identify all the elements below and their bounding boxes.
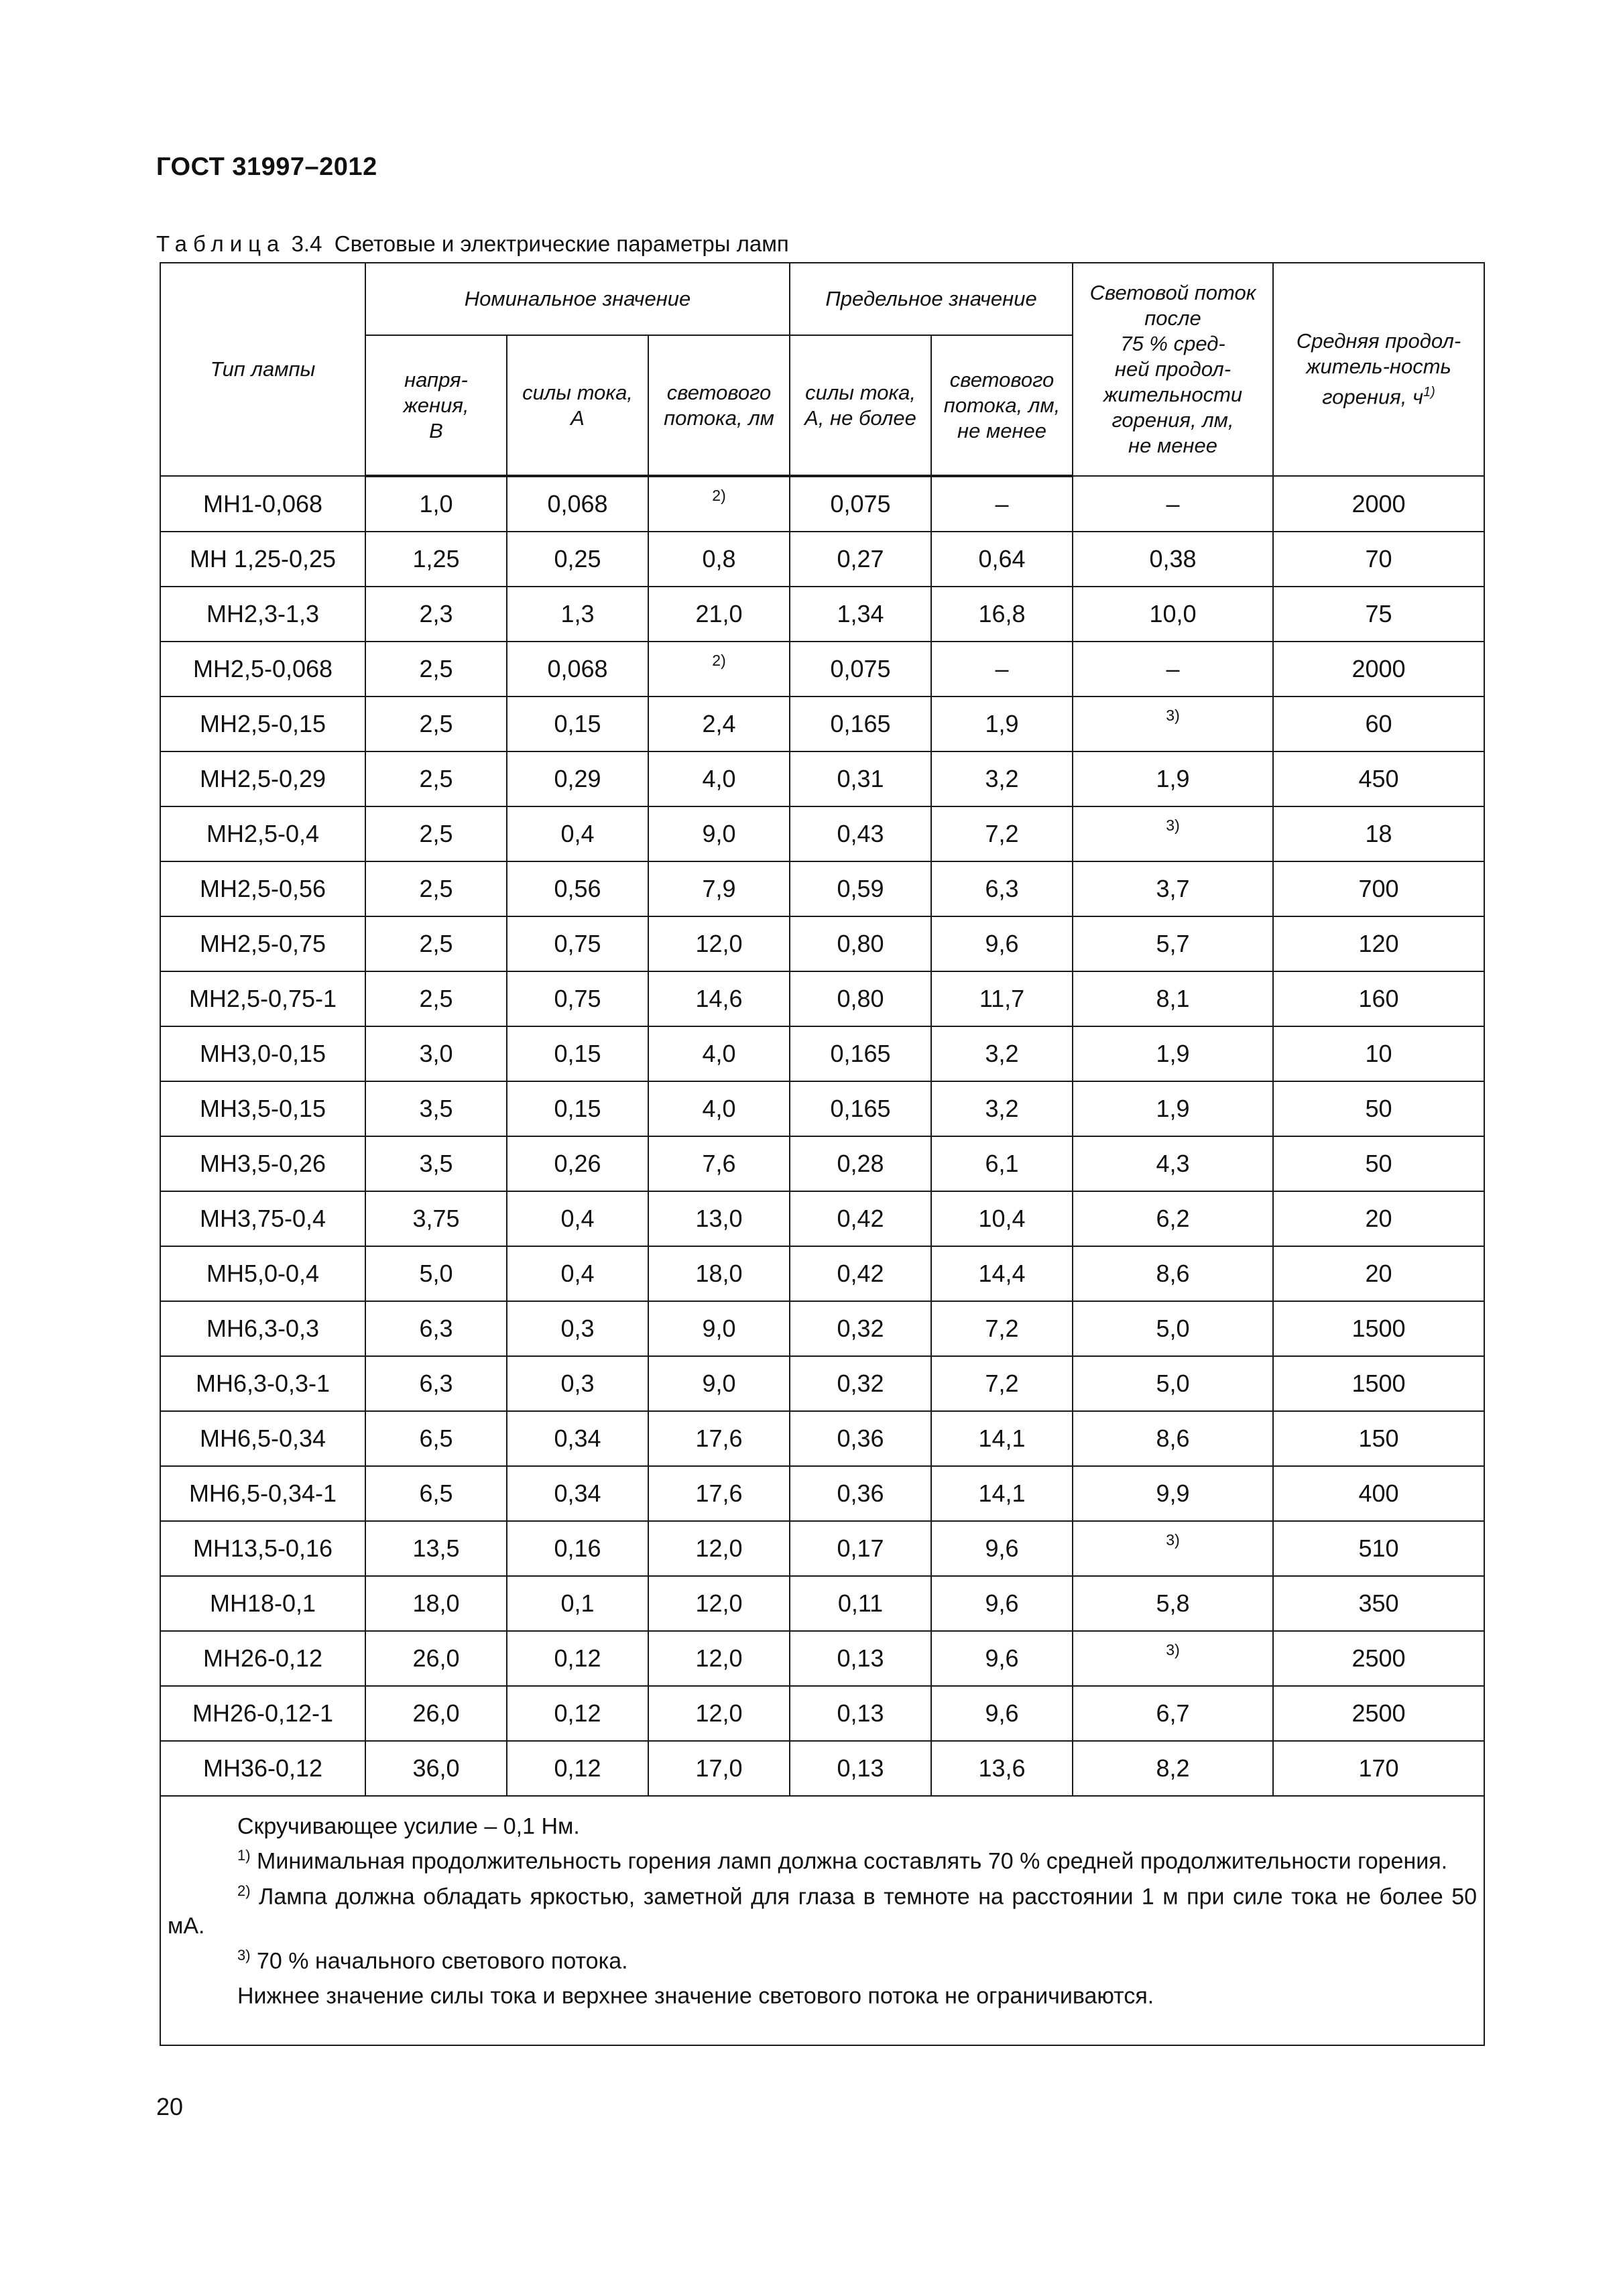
cell-voltage: 13,5: [365, 1521, 507, 1576]
cell-flux-after: 9,9: [1073, 1466, 1273, 1521]
cell-limit-current: 0,36: [790, 1411, 931, 1466]
cell-flux: 9,0: [648, 806, 790, 861]
column-group-nominal: Номинальное значение: [365, 263, 790, 335]
cell-life: 60: [1273, 697, 1484, 751]
cell-flux-after: 0,38: [1073, 532, 1273, 587]
cell-limit-current: 0,27: [790, 532, 931, 587]
column-header-life: Средняя продол- житель-ность горения, $ч^{1)}$: [1273, 263, 1484, 476]
cell-limit-flux: 14,1: [931, 1466, 1073, 1521]
cell-voltage: 2,5: [365, 916, 507, 971]
caption-prefix: Таблица: [156, 231, 286, 256]
cell-flux-after: –: [1073, 642, 1273, 697]
table-row: [160, 697, 1484, 751]
cell-current: 0,15: [507, 1081, 648, 1136]
cell-current: 0,75: [507, 916, 648, 971]
cell-limit-current: 0,80: [790, 971, 931, 1026]
cell-flux: 17,0: [648, 1741, 790, 1796]
cell-limit-flux: 7,2: [931, 806, 1073, 861]
cell-lamp-type: МН2,5-0,56: [160, 861, 365, 916]
cell-current: 0,4: [507, 806, 648, 861]
cell-voltage: 2,5: [365, 806, 507, 861]
cell-current: 0,12: [507, 1631, 648, 1686]
cell-life: 400: [1273, 1466, 1484, 1521]
cell-flux: 12,0: [648, 1576, 790, 1631]
cell-current: 0,068: [507, 476, 648, 532]
table-row: [160, 971, 1484, 1026]
cell-flux: [648, 476, 790, 532]
cell-limit-current: 1,34: [790, 587, 931, 642]
table-row: [160, 1081, 1484, 1136]
table-row: [160, 751, 1484, 806]
cell-voltage: 2,5: [365, 971, 507, 1026]
cell-lamp-type: МН1-0,068: [160, 476, 365, 532]
cell-lamp-type: МН13,5-0,16: [160, 1521, 365, 1576]
table-row: [160, 642, 1484, 697]
cell-limit-current: 0,32: [790, 1301, 931, 1356]
column-header-flux: светового потока, лм: [648, 335, 790, 476]
cell-life: 2000: [1273, 642, 1484, 697]
cell-flux: 13,0: [648, 1191, 790, 1246]
cell-flux: [648, 642, 790, 697]
cell-voltage: 2,5: [365, 861, 507, 916]
cell-lamp-type: МН2,5-0,15: [160, 697, 365, 751]
note-torque: Скручивающее усилие – 0,1 Нм.: [237, 1813, 580, 1839]
cell-limit-flux: 13,6: [931, 1741, 1073, 1796]
cell-flux-after: [1073, 1631, 1273, 1686]
cell-limit-flux: 3,2: [931, 1081, 1073, 1136]
table-row: [160, 916, 1484, 971]
cell-voltage: 2,3: [365, 587, 507, 642]
cell-lamp-type: МН26-0,12-1: [160, 1686, 365, 1741]
cell-current: 0,25: [507, 532, 648, 587]
cell-limit-current: 0,11: [790, 1576, 931, 1631]
cell-voltage: 3,75: [365, 1191, 507, 1246]
cell-flux: 7,9: [648, 861, 790, 916]
table-row: [160, 1631, 1484, 1686]
cell-limit-flux: 7,2: [931, 1356, 1073, 1411]
cell-limit-current: 0,075: [790, 476, 931, 532]
cell-lamp-type: МН6,3-0,3: [160, 1301, 365, 1356]
cell-flux: 12,0: [648, 1631, 790, 1686]
cell-limit-flux: 9,6: [931, 1521, 1073, 1576]
cell-voltage: 26,0: [365, 1686, 507, 1741]
note-limits: Нижнее значение силы тока и верхнее значение светового потока не ограничиваются.: [237, 1983, 1154, 2009]
cell-limit-current: 0,59: [790, 861, 931, 916]
cell-flux-after: 1,9: [1073, 1081, 1273, 1136]
cell-lamp-type: МН6,5-0,34-1: [160, 1466, 365, 1521]
page-number: 20: [156, 2093, 184, 2120]
table-row: [160, 532, 1484, 587]
cell-flux-after: 10,0: [1073, 587, 1273, 642]
cell-life: 2500: [1273, 1686, 1484, 1741]
table-caption: [156, 231, 789, 257]
cell-limit-flux: 9,6: [931, 1576, 1073, 1631]
cell-flux-after: 8,6: [1073, 1246, 1273, 1301]
cell-limit-flux: 11,7: [931, 971, 1073, 1026]
cell-flux: 4,0: [648, 1026, 790, 1081]
cell-voltage: 5,0: [365, 1246, 507, 1301]
footnote-mark: 3): [1166, 707, 1180, 724]
cell-flux: 12,0: [648, 1686, 790, 1741]
cell-flux-after: 4,3: [1073, 1136, 1273, 1191]
cell-limit-flux: 14,1: [931, 1411, 1073, 1466]
cell-flux-after: 6,2: [1073, 1191, 1273, 1246]
cell-lamp-type: МН3,5-0,15: [160, 1081, 365, 1136]
cell-current: 0,15: [507, 1026, 648, 1081]
table-row: [160, 587, 1484, 642]
cell-limit-current: 0,80: [790, 916, 931, 971]
cell-voltage: 2,5: [365, 642, 507, 697]
table-row: [160, 861, 1484, 916]
cell-flux-after: 8,2: [1073, 1741, 1273, 1796]
cell-current: 0,26: [507, 1136, 648, 1191]
cell-flux: 4,0: [648, 751, 790, 806]
cell-lamp-type: МН26-0,12: [160, 1631, 365, 1686]
cell-voltage: 3,5: [365, 1081, 507, 1136]
cell-current: 0,3: [507, 1301, 648, 1356]
cell-limit-flux: 6,1: [931, 1136, 1073, 1191]
cell-voltage: 3,5: [365, 1136, 507, 1191]
cell-flux: 9,0: [648, 1301, 790, 1356]
footnote-mark: 2): [712, 487, 726, 504]
table-row: [160, 1521, 1484, 1576]
column-header-voltage: напря- жения, В: [365, 335, 507, 476]
cell-limit-flux: 9,6: [931, 916, 1073, 971]
cell-life: 50: [1273, 1136, 1484, 1191]
cell-flux-after: 5,8: [1073, 1576, 1273, 1631]
cell-limit-current: 0,32: [790, 1356, 931, 1411]
table-row: [160, 1741, 1484, 1796]
cell-current: 0,29: [507, 751, 648, 806]
footnote-mark: 3): [1166, 1641, 1180, 1658]
cell-life: 75: [1273, 587, 1484, 642]
cell-current: 1,3: [507, 587, 648, 642]
cell-life: 2000: [1273, 476, 1484, 532]
cell-life: 160: [1273, 971, 1484, 1026]
column-header-limit-flux: светового потока, лм, не менее: [931, 335, 1073, 476]
column-header-current: силы тока, А: [507, 335, 648, 476]
cell-flux-after: [1073, 1521, 1273, 1576]
cell-lamp-type: МН2,5-0,068: [160, 642, 365, 697]
cell-limit-current: 0,17: [790, 1521, 931, 1576]
cell-flux-after: 8,1: [1073, 971, 1273, 1026]
table-row: [160, 1246, 1484, 1301]
table-row: [160, 1301, 1484, 1356]
cell-limit-current: 0,42: [790, 1191, 931, 1246]
cell-flux: 4,0: [648, 1081, 790, 1136]
table-row: [160, 806, 1484, 861]
caption-number: 3.4: [291, 231, 322, 256]
cell-limit-flux: –: [931, 476, 1073, 532]
cell-lamp-type: МН2,5-0,4: [160, 806, 365, 861]
table-row: [160, 476, 1484, 532]
cell-limit-flux: 14,4: [931, 1246, 1073, 1301]
cell-current: 0,1: [507, 1576, 648, 1631]
cell-current: 0,34: [507, 1411, 648, 1466]
cell-voltage: 3,0: [365, 1026, 507, 1081]
cell-flux-after: 6,7: [1073, 1686, 1273, 1741]
cell-life: 70: [1273, 532, 1484, 587]
footnote-1: $^{1)}$ Минимальная продолжительность горения ламп должна составлять 70 % средней продолжительности горения.: [237, 1847, 1448, 1874]
cell-life: 10: [1273, 1026, 1484, 1081]
cell-lamp-type: МН6,5-0,34: [160, 1411, 365, 1466]
cell-flux-after: [1073, 806, 1273, 861]
cell-voltage: 6,5: [365, 1466, 507, 1521]
cell-flux: 9,0: [648, 1356, 790, 1411]
cell-limit-current: 0,13: [790, 1741, 931, 1796]
cell-limit-flux: 10,4: [931, 1191, 1073, 1246]
footnote-3: $^{3)}$ 70 % начального светового потока.: [237, 1946, 628, 1974]
footnote-mark: 3): [1166, 1531, 1180, 1549]
cell-lamp-type: МН2,5-0,75-1: [160, 971, 365, 1026]
cell-lamp-type: МН2,5-0,75: [160, 916, 365, 971]
cell-voltage: 1,0: [365, 476, 507, 532]
cell-life: 2500: [1273, 1631, 1484, 1686]
column-header-type: Тип лампы: [160, 263, 365, 476]
cell-voltage: 6,5: [365, 1411, 507, 1466]
table-row: [160, 1686, 1484, 1741]
cell-current: 0,16: [507, 1521, 648, 1576]
cell-limit-flux: 9,6: [931, 1631, 1073, 1686]
cell-current: 0,12: [507, 1686, 648, 1741]
cell-voltage: 2,5: [365, 751, 507, 806]
column-header-limit-current: силы тока, А, не более: [790, 335, 931, 476]
cell-current: 0,56: [507, 861, 648, 916]
footnote-mark: 3): [1166, 817, 1180, 834]
cell-life: 1500: [1273, 1301, 1484, 1356]
table-row: [160, 1576, 1484, 1631]
cell-current: 0,12: [507, 1741, 648, 1796]
cell-voltage: 2,5: [365, 697, 507, 751]
footnote-mark: 2): [712, 652, 726, 669]
cell-lamp-type: МН3,75-0,4: [160, 1191, 365, 1246]
cell-limit-flux: 9,6: [931, 1686, 1073, 1741]
cell-lamp-type: МН2,3-1,3: [160, 587, 365, 642]
cell-current: 0,4: [507, 1246, 648, 1301]
life-footnote-mark: 1): [1423, 385, 1435, 400]
cell-lamp-type: МН2,5-0,29: [160, 751, 365, 806]
cell-life: 700: [1273, 861, 1484, 916]
cell-flux: 18,0: [648, 1246, 790, 1301]
cell-limit-current: 0,28: [790, 1136, 931, 1191]
cell-flux: 7,6: [648, 1136, 790, 1191]
cell-flux-after: 8,6: [1073, 1411, 1273, 1466]
cell-life: 20: [1273, 1246, 1484, 1301]
cell-lamp-type: МН18-0,1: [160, 1576, 365, 1631]
caption-text: Световые и электрические параметры ламп: [334, 231, 789, 256]
cell-limit-current: 0,13: [790, 1631, 931, 1686]
table-notes: [160, 1796, 1484, 2045]
cell-life: 18: [1273, 806, 1484, 861]
cell-life: 170: [1273, 1741, 1484, 1796]
column-group-limit: Предельное значение: [790, 263, 1073, 335]
lamp-parameters-table: [160, 262, 1485, 2046]
cell-current: 0,75: [507, 971, 648, 1026]
cell-flux: 17,6: [648, 1466, 790, 1521]
cell-lamp-type: МН5,0-0,4: [160, 1246, 365, 1301]
cell-limit-flux: 7,2: [931, 1301, 1073, 1356]
cell-voltage: 6,3: [365, 1356, 507, 1411]
cell-limit-flux: 3,2: [931, 1026, 1073, 1081]
cell-life: 450: [1273, 751, 1484, 806]
cell-lamp-type: МН3,5-0,26: [160, 1136, 365, 1191]
cell-life: 50: [1273, 1081, 1484, 1136]
table-row: [160, 1026, 1484, 1081]
cell-flux: 14,6: [648, 971, 790, 1026]
cell-current: 0,15: [507, 697, 648, 751]
table-body: [160, 476, 1484, 2045]
footnote-2: $^{2)}$ Лампа должна обладать яркостью, заметной для глаза в темноте на расстоянии 1 м при силе тока не более 50 мА.: [168, 1882, 1478, 1939]
cell-flux: 12,0: [648, 1521, 790, 1576]
cell-limit-current: 0,43: [790, 806, 931, 861]
cell-current: 0,3: [507, 1356, 648, 1411]
cell-lamp-type: МН3,0-0,15: [160, 1026, 365, 1081]
document-title: ГОСТ 31997–2012: [156, 153, 377, 181]
cell-flux: 17,6: [648, 1411, 790, 1466]
cell-life: 120: [1273, 916, 1484, 971]
cell-flux-after: 1,9: [1073, 1026, 1273, 1081]
table-row: [160, 1356, 1484, 1411]
cell-flux-after: 3,7: [1073, 861, 1273, 916]
cell-flux-after: 1,9: [1073, 751, 1273, 806]
cell-limit-flux: 0,64: [931, 532, 1073, 587]
cell-limit-current: 0,13: [790, 1686, 931, 1741]
cell-flux: 2,4: [648, 697, 790, 751]
table-row: [160, 1466, 1484, 1521]
table-row: [160, 1136, 1484, 1191]
cell-current: 0,34: [507, 1466, 648, 1521]
cell-limit-flux: 3,2: [931, 751, 1073, 806]
table-row: [160, 1191, 1484, 1246]
cell-voltage: 36,0: [365, 1741, 507, 1796]
cell-voltage: 18,0: [365, 1576, 507, 1631]
cell-life: 510: [1273, 1521, 1484, 1576]
cell-limit-current: 0,165: [790, 697, 931, 751]
cell-lamp-type: МН 1,25-0,25: [160, 532, 365, 587]
cell-flux-after: 5,0: [1073, 1301, 1273, 1356]
column-header-flux-after: Световой поток после 75 % сред- ней продол- жительности горения, лм, не менее: [1073, 263, 1273, 476]
cell-flux: 12,0: [648, 916, 790, 971]
cell-current: 0,4: [507, 1191, 648, 1246]
cell-flux: 0,8: [648, 532, 790, 587]
cell-life: 1500: [1273, 1356, 1484, 1411]
cell-voltage: 1,25: [365, 532, 507, 587]
cell-limit-flux: 1,9: [931, 697, 1073, 751]
cell-limit-current: 0,42: [790, 1246, 931, 1301]
cell-lamp-type: МН6,3-0,3-1: [160, 1356, 365, 1411]
cell-limit-current: 0,36: [790, 1466, 931, 1521]
cell-flux-after: 5,0: [1073, 1356, 1273, 1411]
cell-limit-flux: 16,8: [931, 587, 1073, 642]
cell-limit-current: 0,31: [790, 751, 931, 806]
cell-limit-flux: 6,3: [931, 861, 1073, 916]
cell-limit-flux: –: [931, 642, 1073, 697]
cell-flux-after: –: [1073, 476, 1273, 532]
cell-limit-current: 0,075: [790, 642, 931, 697]
cell-flux-after: [1073, 697, 1273, 751]
cell-life: 150: [1273, 1411, 1484, 1466]
table-row: [160, 1411, 1484, 1466]
cell-lamp-type: МН36-0,12: [160, 1741, 365, 1796]
cell-flux: 21,0: [648, 587, 790, 642]
cell-limit-current: 0,165: [790, 1081, 931, 1136]
cell-life: 350: [1273, 1576, 1484, 1631]
cell-voltage: 26,0: [365, 1631, 507, 1686]
cell-flux-after: 5,7: [1073, 916, 1273, 971]
cell-life: 20: [1273, 1191, 1484, 1246]
cell-voltage: 6,3: [365, 1301, 507, 1356]
cell-limit-current: 0,165: [790, 1026, 931, 1081]
cell-current: 0,068: [507, 642, 648, 697]
